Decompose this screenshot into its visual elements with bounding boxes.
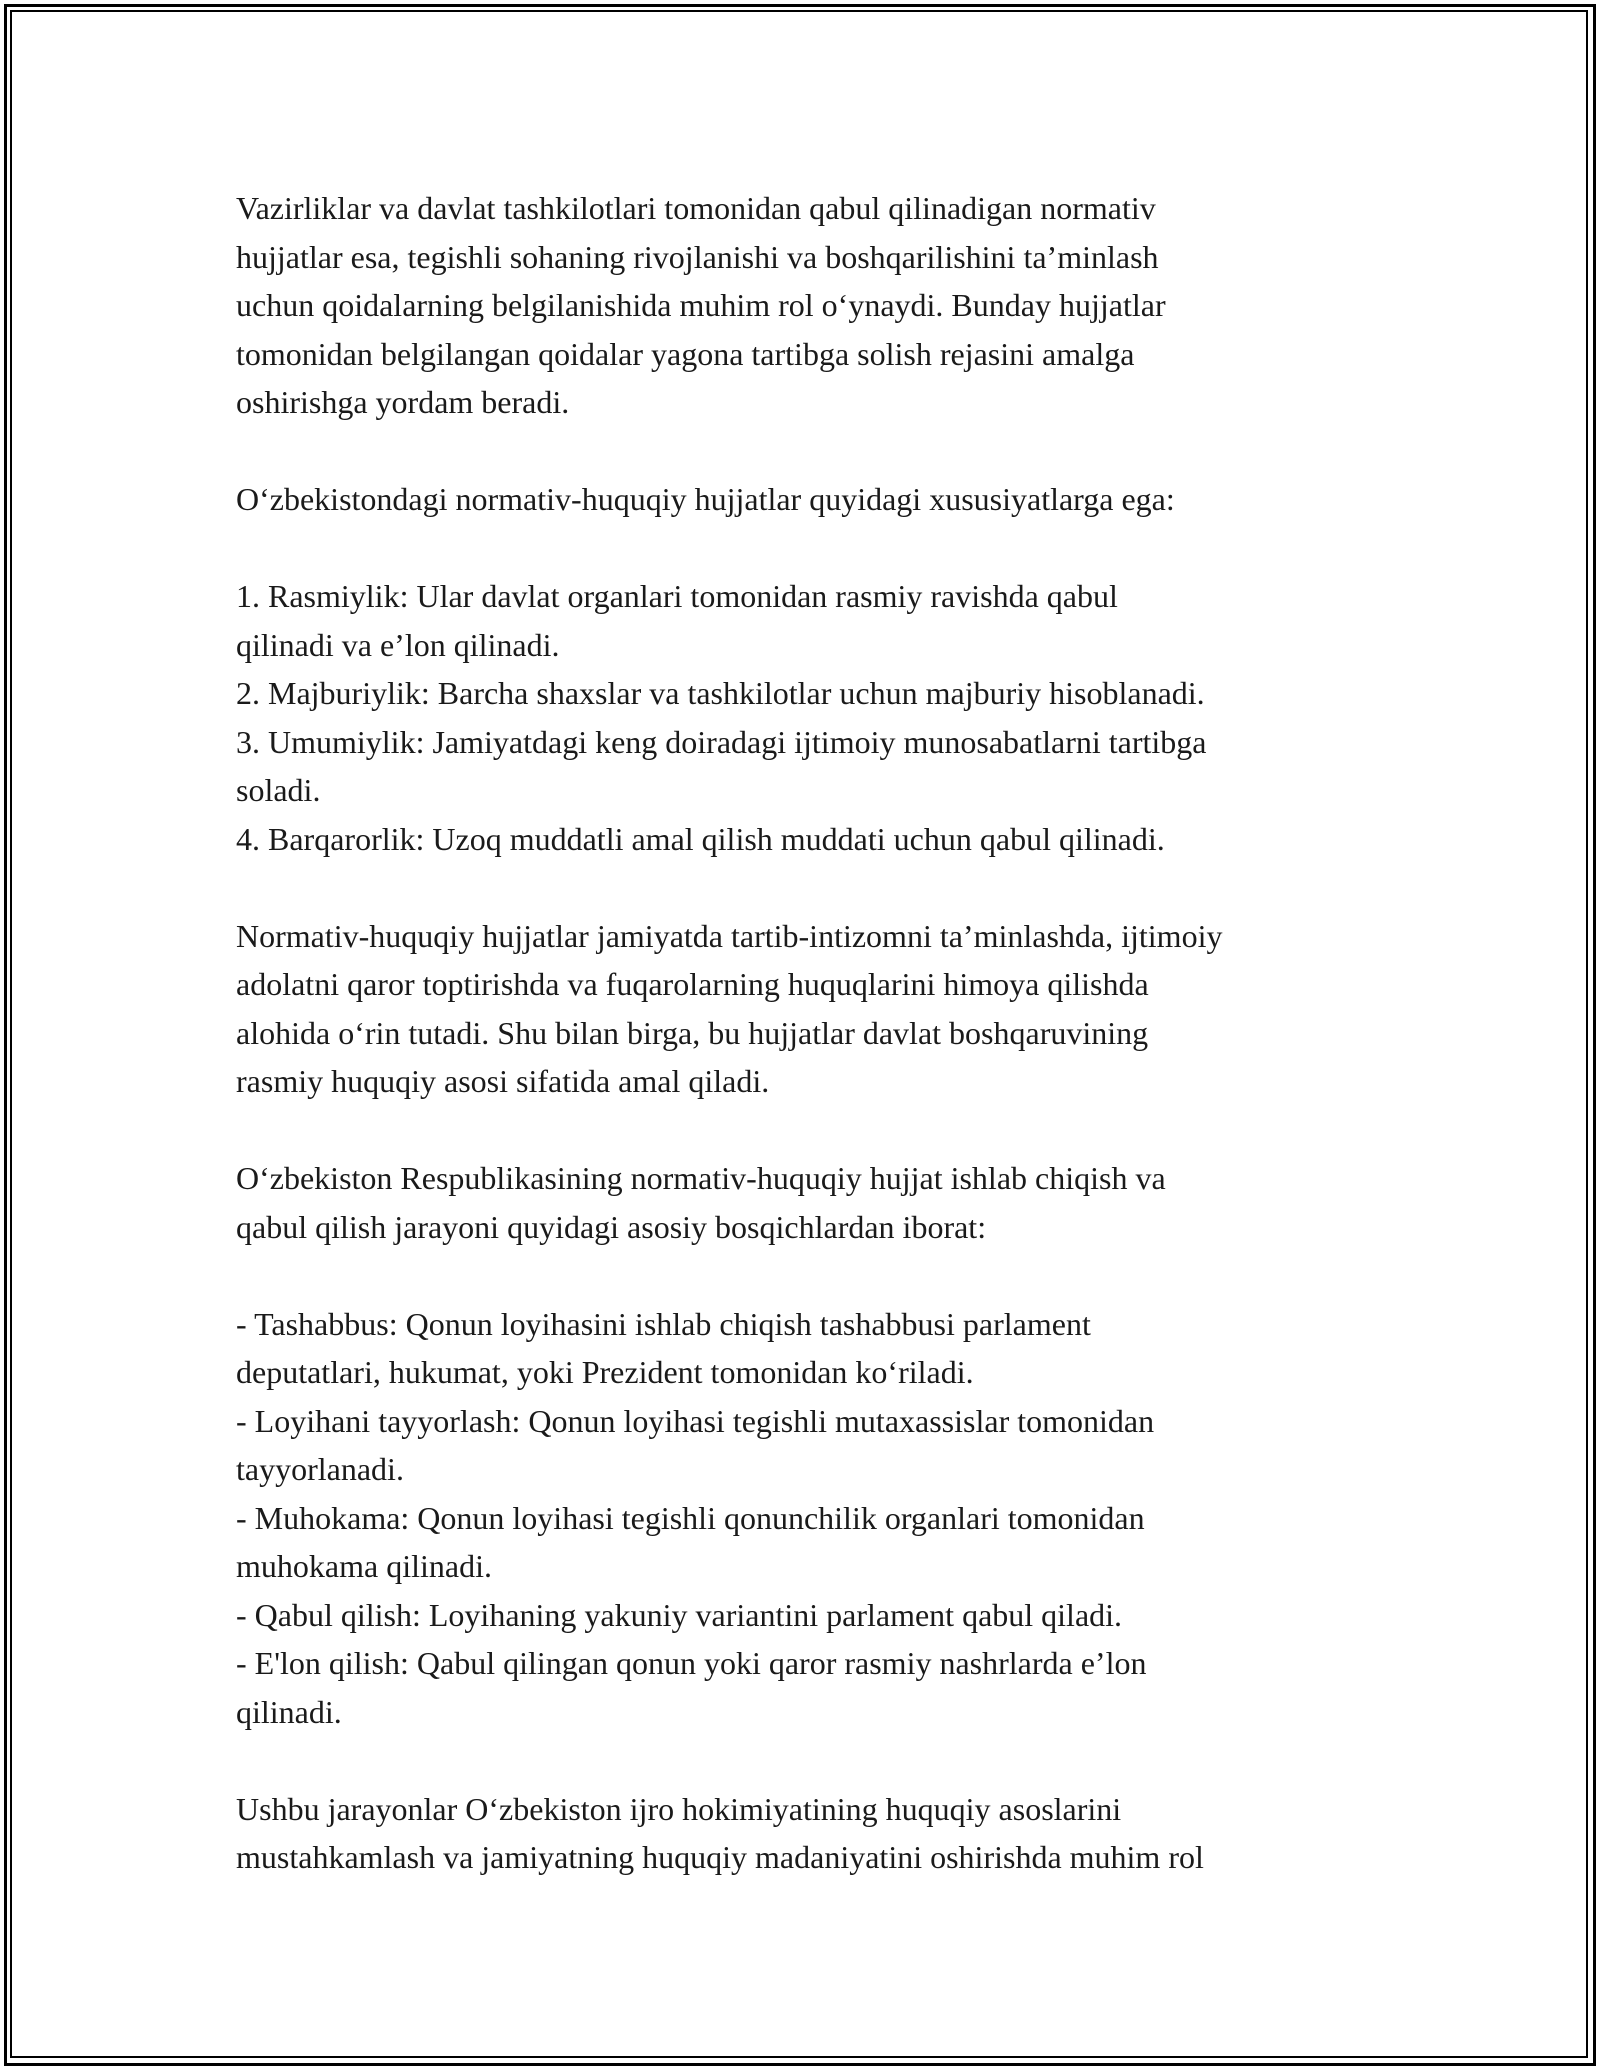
text-line: O‘zbekistondagi normativ-huquqiy hujjatlar quyidagi xususiyatlarga ega: [236, 481, 1175, 517]
text-line: O‘zbekiston Respublikasining normativ-huquqiy hujjat ishlab chiqish va [236, 1160, 1166, 1196]
text-line: oshirishga yordam beradi. [236, 384, 570, 420]
list-item-line: 4. Barqarorlik: Uzoq muddatli amal qilish muddati uchun qabul qilinadi. [236, 820, 1165, 857]
list-item-line: deputatlari, hukumat, yoki Prezident tomonidan ko‘riladi. [236, 1354, 974, 1390]
document-body [236, 184, 1426, 1882]
text-line: qabul qilish jarayoni quyidagi asosiy bosqichlardan iborat: [236, 1208, 987, 1245]
list-item-line: - E'lon qilish: Qabul qilingan qonun yoki qaror rasmiy nashrlarda e’lon [236, 1645, 1147, 1681]
list-item-line: 1. Rasmiylik: Ular davlat organlari tomonidan rasmiy ravishda qabul [236, 578, 1118, 614]
paragraph-conclusion [236, 1785, 1426, 1882]
list-item-line: qilinadi. [236, 1693, 342, 1730]
list-item-line: muhokama qilinadi. [236, 1548, 492, 1584]
text-line: alohida o‘rin tutadi. Shu bilan birga, bu hujjatlar davlat boshqaruvining [236, 1014, 1149, 1051]
list-item-line: qilinadi va e’lon qilinadi. [236, 626, 560, 663]
list-item-line: soladi. [236, 772, 321, 808]
paragraph-role [236, 912, 1426, 1106]
process-steps-list [236, 1300, 1426, 1737]
list-item-line: tayyorlanadi. [236, 1451, 404, 1487]
list-item-line: - Qabul qilish: Loyihaning yakuniy variantini parlament qabul qiladi. [236, 1596, 1123, 1633]
list-item-line: 3. Umumiylik: Jamiyatdagi keng doiradagi ijtimoiy munosabatlarni tartibga [236, 723, 1207, 760]
text-line: hujjatlar esa, tegishli sohaning rivojlanishi va boshqarilishini ta’minlash [236, 238, 1159, 275]
text-line: Normativ-huquqiy hujjatlar jamiyatda tartib-intizomni ta’minlashda, ijtimoiy [236, 917, 1223, 954]
text-line: mustahkamlash va jamiyatning huquqiy madaniyatini oshirishda muhim rol [236, 1839, 1204, 1875]
list-item-line: - Tashabbus: Qonun loyihasini ishlab chiqish tashabbusi parlament [236, 1305, 1091, 1342]
text-line: adolatni qaror toptirishda va fuqarolarning huquqlarini himoya qilishda [236, 966, 1149, 1002]
list-item-line: 2. Majburiylik: Barcha shaxslar va tashkilotlar uchun majburiy hisoblanadi. [236, 675, 1205, 711]
text-line: Vazirliklar va davlat tashkilotlari tomonidan qabul qilinadigan normativ [236, 190, 1156, 226]
text-line: rasmiy huquqiy asosi sifatida amal qiladi. [236, 1063, 770, 1099]
features-list [236, 572, 1426, 863]
paragraph-process-intro [236, 1154, 1426, 1251]
text-line: Ushbu jarayonlar O‘zbekiston ijro hokimiyatining huquqiy asoslarini [236, 1790, 1122, 1827]
paragraph-features-intro [236, 475, 1426, 524]
text-line: tomonidan belgilangan qoidalar yagona tartibga solish rejasini amalga [236, 335, 1135, 372]
list-item-line: - Loyihani tayyorlash: Qonun loyihasi tegishli mutaxassislar tomonidan [236, 1402, 1155, 1439]
list-item-line: - Muhokama: Qonun loyihasi tegishli qonunchilik organlari tomonidan [236, 1499, 1145, 1536]
text-line: uchun qoidalarning belgilanishida muhim rol o‘ynaydi. Bunday hujjatlar [236, 287, 1166, 323]
paragraph-ministries [236, 184, 1426, 427]
